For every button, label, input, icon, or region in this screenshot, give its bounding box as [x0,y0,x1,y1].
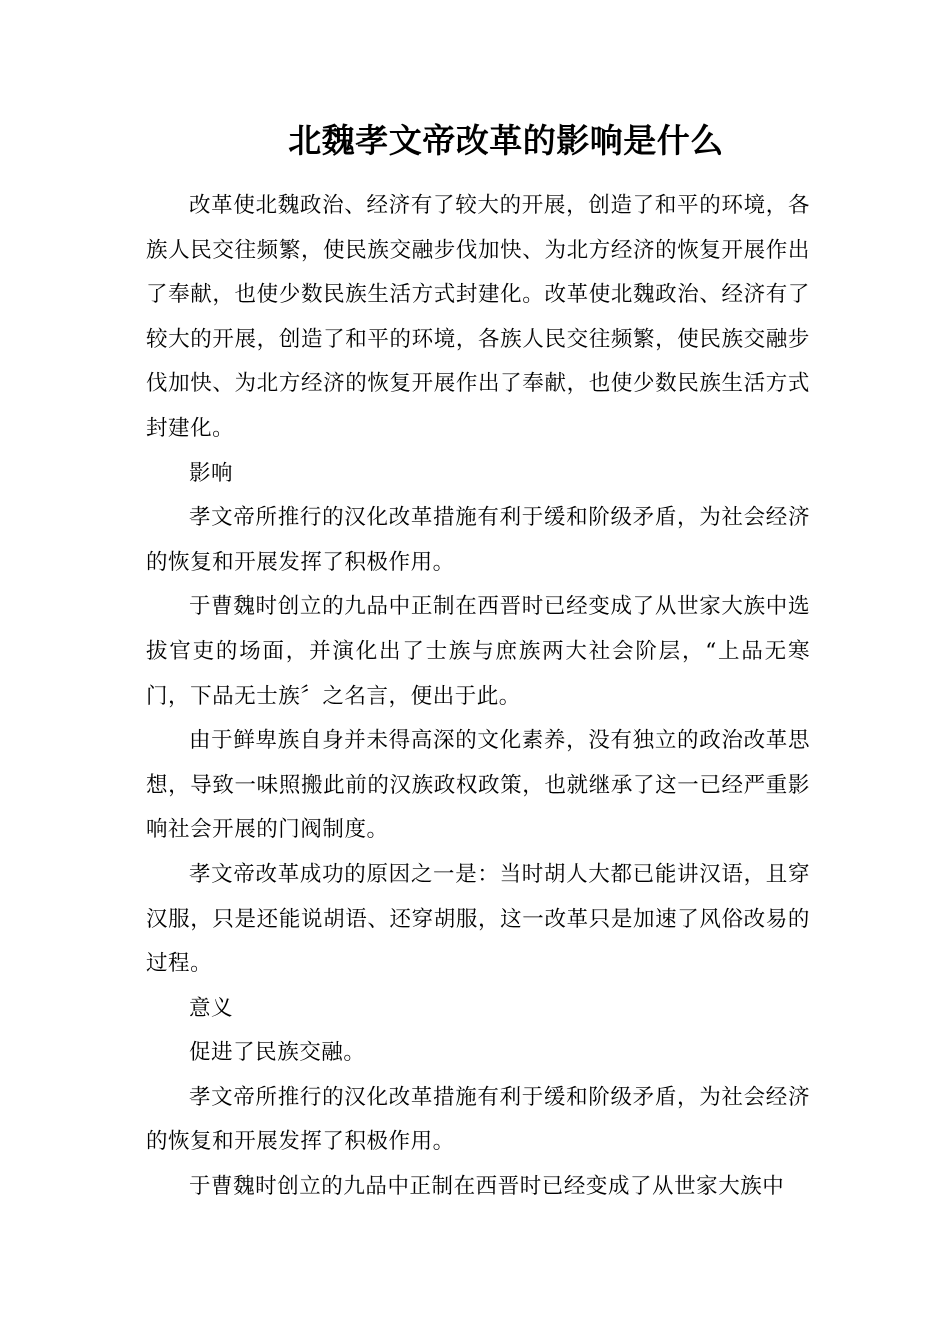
paragraph: 促进了民族交融。 [189,1040,366,1066]
section-heading-impact: 影响 [189,460,234,486]
paragraph: 孝文帝所推行的汉化改革措施有利于缓和阶级矛盾，为社会经济的恢复和开展发挥了积极作用。 [146,505,810,575]
document-body [146,184,810,1210]
paragraph: 于曹魏时创立的九品中正制在西晋时已经变成了从世家大族中 [189,1174,785,1200]
section-heading-significance: 意义 [189,995,234,1021]
paragraph: 孝文帝改革成功的原因之一是：当时胡人大都已能讲汉语，且穿汉服，只是还能说胡语、还穿胡服，这一改革只是加速了风俗改易的过程。 [146,861,810,977]
paragraph: 改革使北魏政治、经济有了较大的开展，创造了和平的环境，各族人民交往频繁，使民族交融步伐加快、为北方经济的恢复开展作出了奉献，也使少数民族生活方式封建化。改革使北魏政治、经济有了较大的开展，创造了和平的环境，各族人民交往频繁，使民族交融步伐加快、为北方经济的恢复开展作出了奉献，也使少数民族生活方式封建化。 [146,193,810,441]
paragraph: 于曹魏时创立的九品中正制在西晋时已经变成了从世家大族中选拔官吏的场面，并演化出了士族与庶族两大社会阶层，“上品无寒门，下品无士族〞之名言，便出于此。 [146,594,810,709]
document-title: 北魏孝文帝改革的影响是什么 [288,121,724,160]
paragraph: 由于鲜卑族自身并未得高深的文化素养，没有独立的政治改革思想，导致一味照搬此前的汉族政权政策，也就继承了这一已经严重影响社会开展的门阀制度。 [146,728,810,843]
paragraph: 孝文帝所推行的汉化改革措施有利于缓和阶级矛盾，为社会经济的恢复和开展发挥了积极作用。 [146,1084,810,1155]
